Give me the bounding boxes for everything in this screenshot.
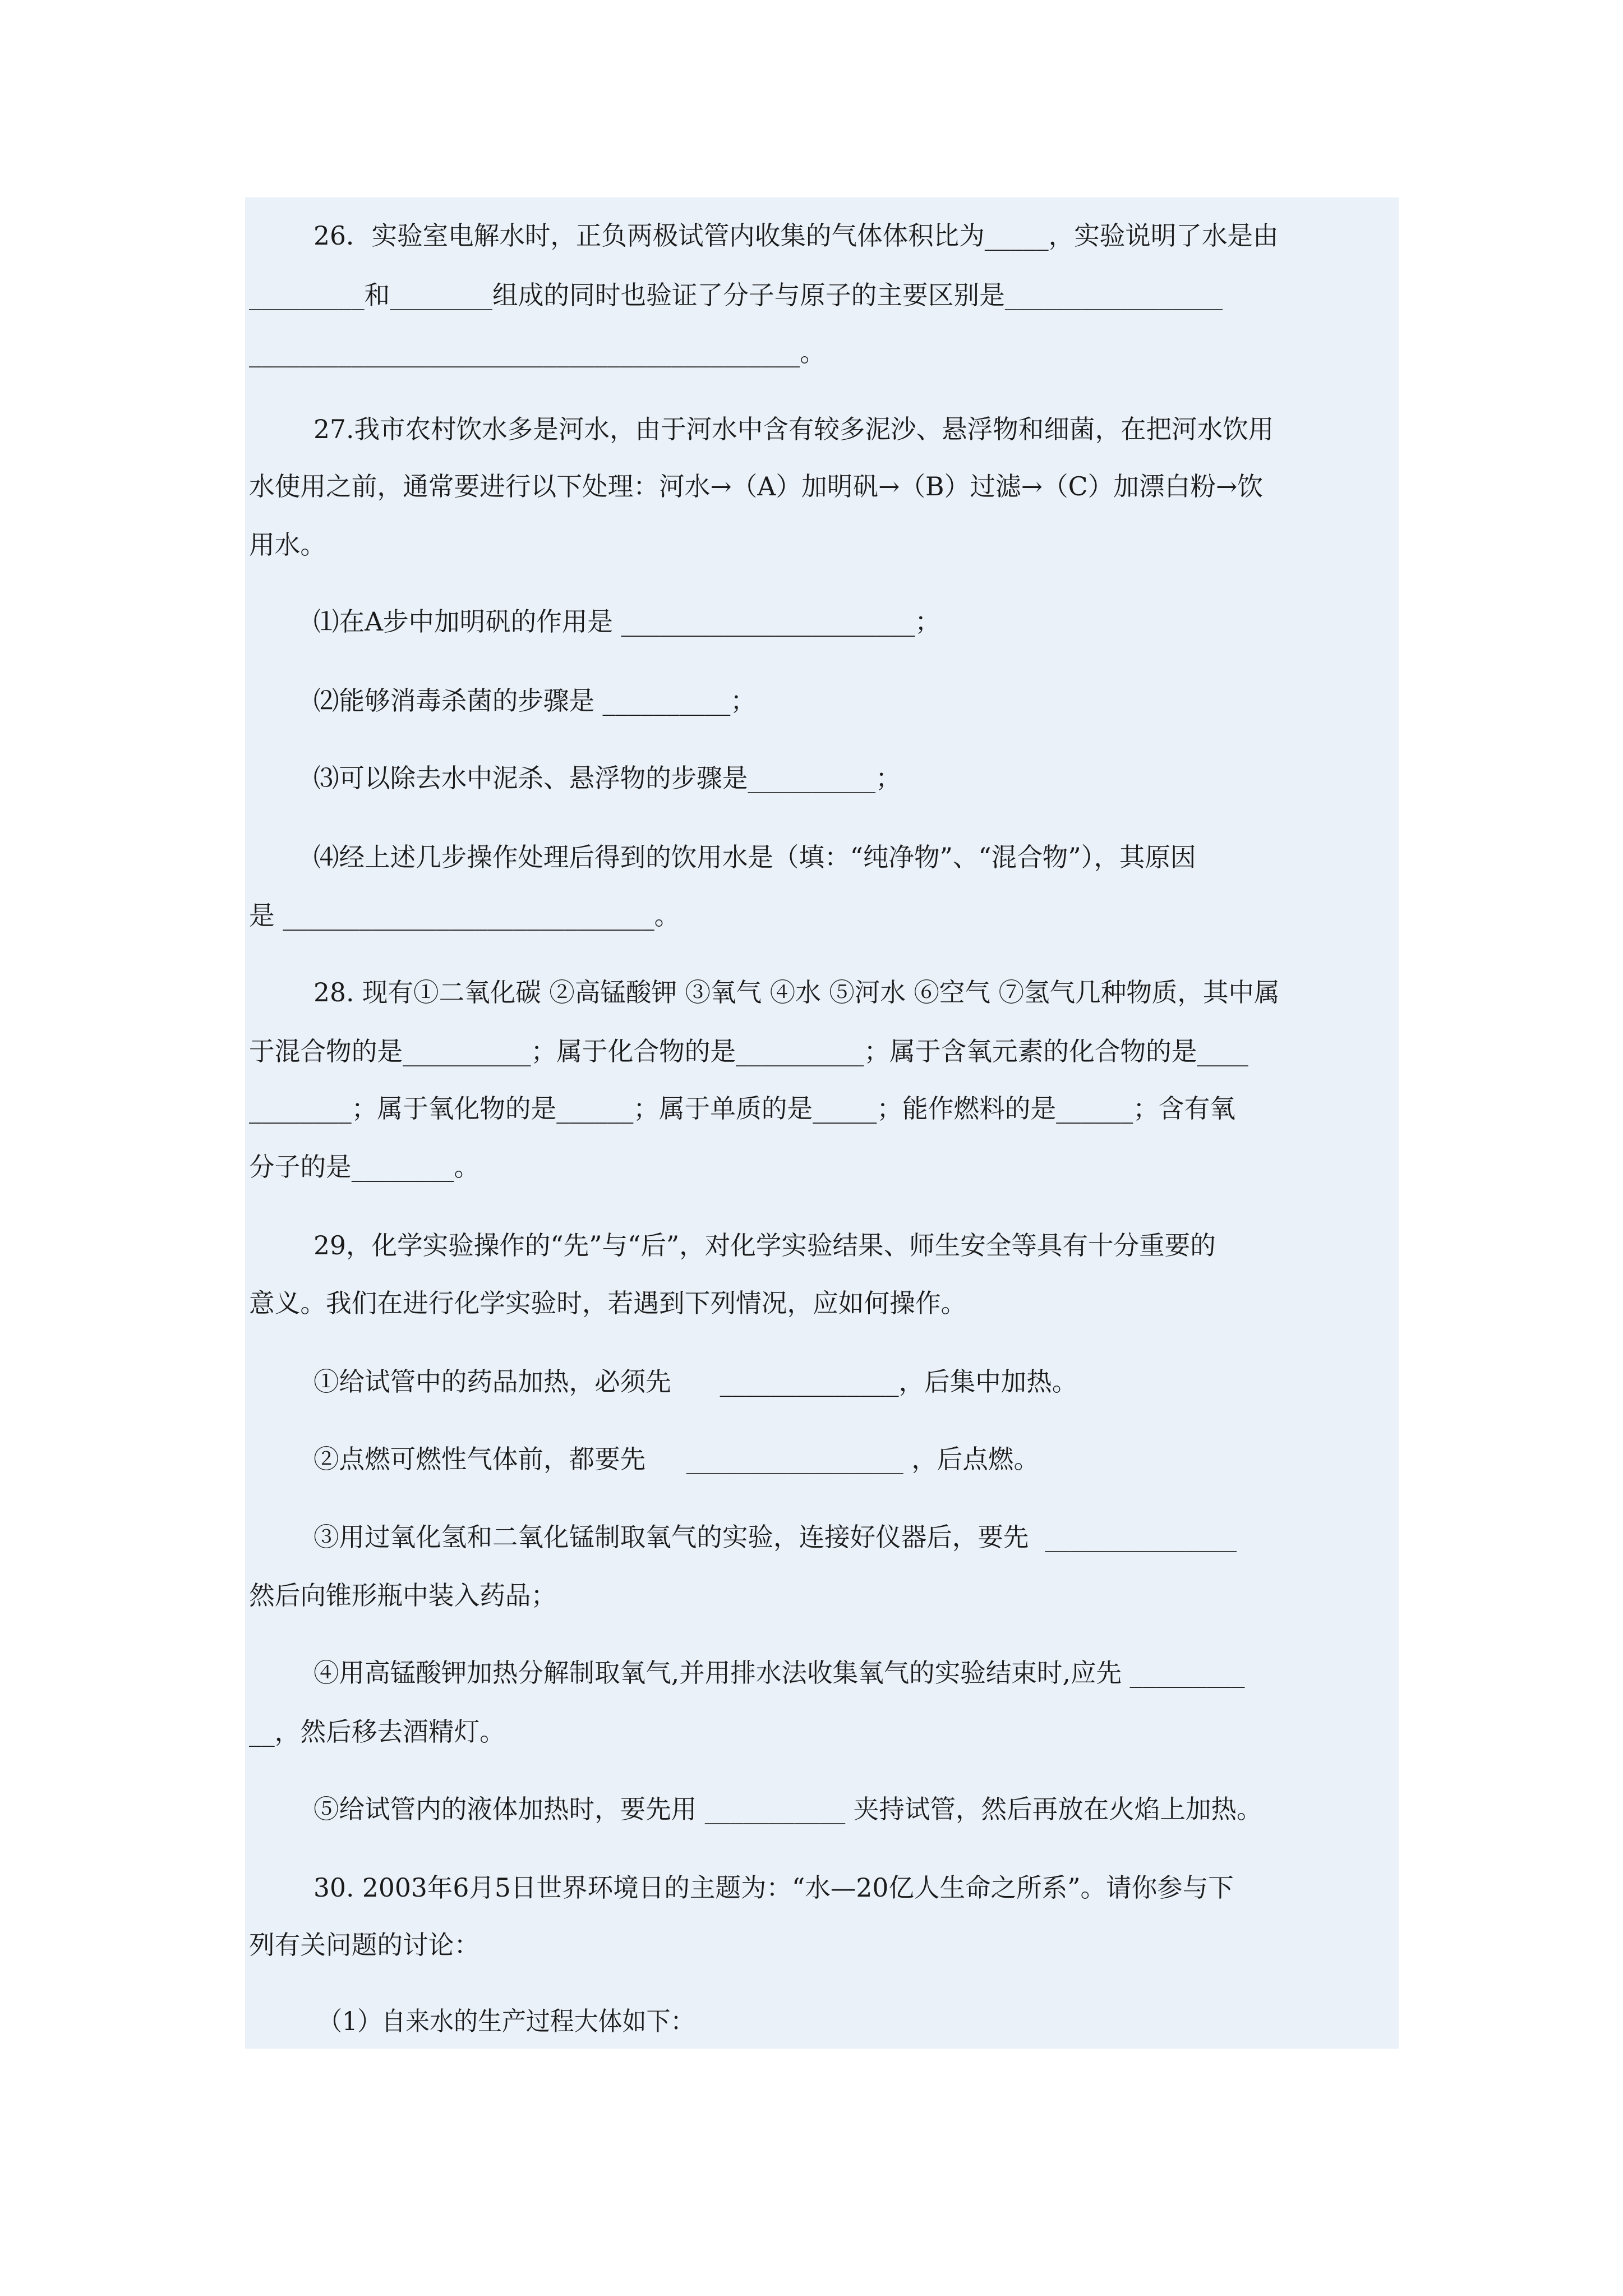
q28-line-4: 分子的是________。 xyxy=(249,1152,480,1182)
q29-line-2: 意义。我们在进行化学实验时，若遇到下列情况，应如何操作。 xyxy=(249,1288,967,1318)
q29-sub-4-line-1: ④用高锰酸钾加热分解制取氧气,并用排水法收集氧气的实验结束时,应先 _________ xyxy=(313,1658,1245,1688)
q27-line-2: 水使用之前，通常要进行以下处理：河水→（A）加明矾→（B）过滤→（C）加漂白粉→饮 xyxy=(249,471,1264,501)
q27-line-3: 用水。 xyxy=(249,530,326,560)
q28-line-1: 28. 现有①二氧化碳 ②高锰酸钾 ③氧气 ④水 ⑤河水 ⑥空气 ⑦氢气几种物质，其中属 xyxy=(313,977,1280,1007)
q29-sub-5: ⑤给试管内的液体加热时，要先用 ___________ 夹持试管，然后再放在火焰上加热。 xyxy=(313,1794,1262,1824)
q29-sub-4-line-2: __，然后移去酒精灯。 xyxy=(249,1717,505,1747)
q30-line-1: 30. 2003年6月5日世界环境日的主题为：“水—20亿人生命之所系”。请你参与下 xyxy=(313,1872,1234,1903)
q27-sub-3: ⑶可以除去水中泥杀、悬浮物的步骤是__________； xyxy=(313,763,901,793)
q27-sub-4-line-2: 是 _____________________________。 xyxy=(249,900,680,931)
q27-line-1: 27.我市农村饮水多是河水，由于河水中含有较多泥沙、悬浮物和细菌，在把河水饮用 xyxy=(313,414,1274,444)
q27-sub-2: ⑵能够消毒杀菌的步骤是 __________； xyxy=(313,685,756,716)
q28-line-3: ________；属于氧化物的是______；属于单质的是_____；能作燃料的是______；含有氧 xyxy=(249,1093,1235,1124)
q30-sub-1: （1）自来水的生产过程大体如下： xyxy=(318,2006,695,2036)
q30-line-2: 列有关问题的讨论： xyxy=(249,1930,480,1960)
q29-sub-3-line-1: ③用过氧化氢和二氧化锰制取氧气的实验，连接好仪器后，要先 _______________ xyxy=(313,1522,1237,1552)
q26-line-3: ___________________________________________。 xyxy=(249,337,826,367)
q29-sub-3-line-2: 然后向锥形瓶中装入药品； xyxy=(249,1580,557,1611)
q29-sub-2: ②点燃可燃性气体前，都要先 _________________ ，后点燃。 xyxy=(313,1444,1040,1474)
q29-line-1: 29，化学实验操作的“先”与“后”，对化学实验结果、师生安全等具有十分重要的 xyxy=(313,1230,1216,1260)
q27-sub-1: ⑴在A步中加明矾的作用是 _______________________； xyxy=(313,606,940,637)
q26-line-1: 26．实验室电解水时，正负两极试管内收集的气体体积比为_____，实验说明了水是由 xyxy=(313,220,1279,251)
q29-sub-1: ①给试管中的药品加热，必须先 ______________，后集中加热。 xyxy=(313,1366,1078,1397)
q26-line-2: _________和________组成的同时也验证了分子与原子的主要区别是_________________ xyxy=(249,280,1223,310)
q28-line-2: 于混合物的是__________；属于化合物的是__________；属于含氧元素的化合物的是____ xyxy=(249,1036,1248,1066)
q27-sub-4-line-1: ⑷经上述几步操作处理后得到的饮用水是（填：“纯净物”、“混合物”），其原因 xyxy=(313,842,1196,872)
